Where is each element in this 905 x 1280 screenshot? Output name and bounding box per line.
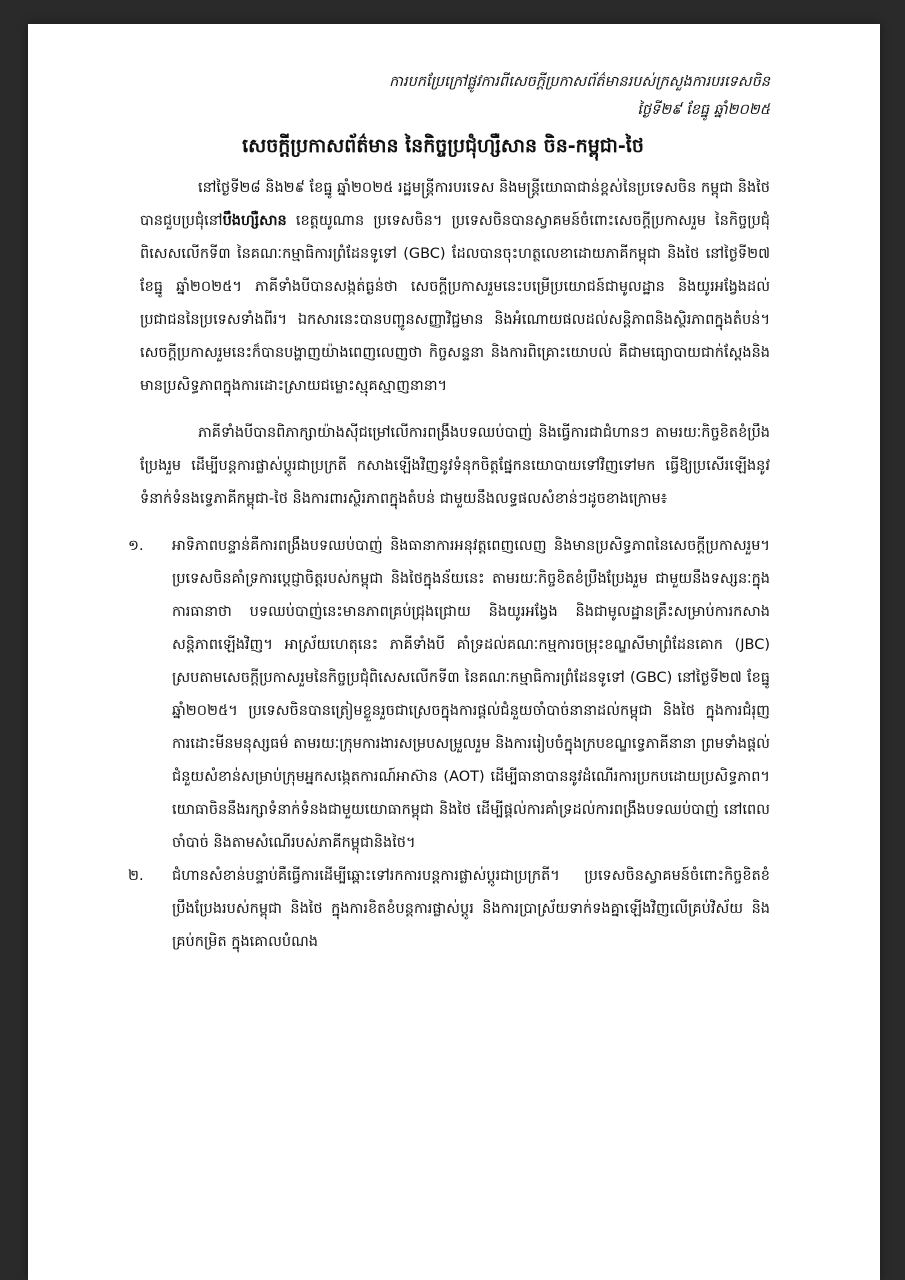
paragraph-intro	[140, 172, 770, 403]
results-list	[128, 530, 770, 959]
paragraph-intro-part1: នៅថ្ងៃទី២៨ និង២៩ ខែធ្នូ ឆ្នាំ២០២៥ រដ្ឋមន្ត្រីការបរទេស និងមន្ត្រីយោធាជាន់ខ្ពស់នៃប្រទេសចិន កម្ពុជា និងថៃ បានជួបប្រជុំនៅ	[140, 180, 770, 229]
document-page	[28, 24, 880, 1280]
translation-note-source: ការបកប្រែក្រៅផ្លូវការពីសេចក្តីប្រកាសព័ត៌មានរបស់ក្រសួងការបរទេសចិន	[389, 74, 770, 90]
list-item-number: ១.	[128, 538, 144, 554]
paragraph-intro-part2: ខេត្តយូណាន ប្រទេសចិន។ ប្រទេសចិនបានស្វាគមន៍ចំពោះសេចក្តីប្រកាសរួម នៃកិច្ចប្រជុំពិសេសលើកទី៣ នៃគណៈកម្មាធិការព្រំដែនទូទៅ (GBC) ដែលបានចុះហត្ថលេខាដោយភាគីកម្ពុជា និងថៃ នៅថ្ងៃទី២៧ ខែធ្នូ ឆ្នាំ២០២៥។ ភាគីទាំងបីបានសង្កត់ធ្ងន់ថា សេចក្តីប្រកាសរួមនេះបម្រើប្រយោជន៍ជាមូលដ្ឋាន និងយូរអង្វែងដល់ប្រជាជននៃប្រទេសទាំងពីរ។ ឯកសារនេះបានបញ្ជូនសញ្ញាវិជ្ជមាន និងអំណោយផលដល់សន្តិភាពនិងស្ថិរភាពក្នុងតំបន់។ សេចក្តីប្រកាសរួមនេះក៏បានបង្ហាញយ៉ាងពេញលេញថា កិច្ចសន្ទនា និងការពិគ្រោះយោបល់ គឺជាមធ្យោបាយជាក់ស្តែងនិងមានប្រសិទ្ធភាពក្នុងការដោះស្រាយជម្លោះស្មុគស្មាញនានា។	[140, 213, 770, 394]
translation-note	[140, 68, 770, 124]
list-item-number: ២.	[128, 868, 144, 884]
list-item-text: អាទិភាពបន្ទាន់គឺការពង្រឹងបទឈប់បាញ់ និងធានាការអនុវត្តពេញលេញ និងមានប្រសិទ្ធភាពនៃសេចក្តីប្រកាសរួម។ ប្រទេសចិនគាំទ្រការប្តេជ្ញាចិត្តរបស់កម្ពុជា និងថៃក្នុងន័យនេះ តាមរយៈកិច្ចខិតខំប្រឹងប្រែងរួម ជាមួយនឹងទស្សនៈក្នុងការធានាថា បទឈប់បាញ់នេះមានភាពគ្រប់ជ្រុងជ្រោយ និងយូរអង្វែង និងជាមូលដ្ឋានគ្រឹះសម្រាប់ការកសាងសន្តិភាពឡើងវិញ។ អាស្រ័យហេតុនេះ ភាគីទាំងបី គាំទ្រដល់គណៈកម្មការចម្រុះខណ្ឌសីមាព្រំដែនគោក (JBC) ស្របតាមសេចក្តីប្រកាសរួមនៃកិច្ចប្រជុំពិសេសលើកទី៣ នៃគណៈកម្មាធិការព្រំដែនទូទៅ (GBC) នៅថ្ងៃទី២៧ ខែធ្នូ ឆ្នាំ២០២៥។ ប្រទេសចិនបានត្រៀមខ្លួនរួចជាស្រេចក្នុងការផ្តល់ជំនួយចាំបាច់នានាដល់កម្ពុជា និងថៃ ក្នុងការជំរុញការដោះមីនមនុស្សធម៌ តាមរយៈក្រុមការងារសម្របសម្រួលរួម និងការរៀបចំក្នុងក្របខណ្ឌទ្វេភាគីនានា ព្រមទាំងផ្តល់ជំនួយសំខាន់សម្រាប់ក្រុមអ្នកសង្កេតការណ៍អាស៊ាន (AOT) ដើម្បីធានាបាននូវដំណើរការប្រកបដោយប្រសិទ្ធភាព។ យោធាចិននឹងរក្សាទំនាក់ទំនងជាមួយយោធាកម្ពុជា និងថៃ ដើម្បីផ្តល់ការគាំទ្រដល់ការពង្រឹងបទឈប់បាញ់ នៅពេលចាំបាច់ និងតាមសំណើរបស់ភាគីកម្ពុជានិងថៃ។	[172, 538, 770, 851]
list-item	[128, 530, 770, 860]
paragraph-intro-bold-location: បឹងហ្សឺសាន	[222, 213, 287, 229]
document-title: សេចក្តីប្រកាសព័ត៌មាន នៃកិច្ចប្រជុំហ្សឺសាន ចិន-កម្ពុជា-ថៃ	[242, 135, 644, 157]
paragraph-results: ភាគីទាំងបីបានពិភាក្សាយ៉ាងស៊ីជម្រៅលើការពង្រឹងបទឈប់បាញ់ និងធ្វើការជាជំហានៗ តាមរយៈកិច្ចខិតខំប្រឹងប្រែងរួម ដើម្បីបន្តការផ្លាស់ប្តូរជាប្រក្រតី កសាងឡើងវិញនូវទំនុកចិត្តផ្នែកនយោបាយទៅវិញទៅមក ធ្វើឱ្យប្រសើរឡើងនូវទំនាក់ទំនងទ្វេភាគីកម្ពុជា-ថៃ និងការពារស្ថិរភាពក្នុងតំបន់ ជាមួយនឹងលទ្ធផលសំខាន់ៗដូចខាងក្រោម៖	[140, 425, 770, 507]
document-body	[128, 68, 770, 959]
translation-note-date: ថ្ងៃទី២៩ ខែធ្នូ ឆ្នាំ២០២៥	[637, 102, 770, 118]
list-item	[128, 860, 770, 959]
list-item-text: ជំហានសំខាន់បន្ទាប់គឺធ្វើការដើម្បីឆ្ពោះទៅរកការបន្តការផ្លាស់ប្តូរជាប្រក្រតី។ ប្រទេសចិនស្វាគមន៍ចំពោះកិច្ចខិតខំប្រឹងប្រែងរបស់កម្ពុជា និងថៃ ក្នុងការខិតខំបន្តការផ្លាស់ប្តូរ និងការប្រាស្រ័យទាក់ទងគ្នាឡើងវិញលើគ្រប់វិស័យ និងគ្រប់កម្រិត ក្នុងគោលបំណង	[172, 868, 770, 950]
